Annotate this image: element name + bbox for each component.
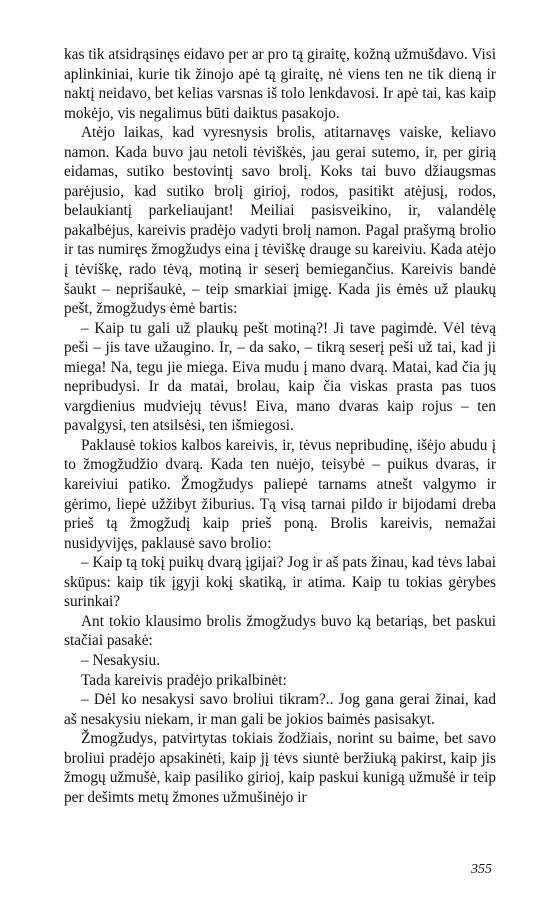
paragraph: Atėjo laikas, kad vyresnysis brolis, atitarnavęs vaiske, keliavo namon. Kada buvo jau netoli tėviškės, jau gerai sutemo, ir, per girią eidamas, sutiko bestovintį savo brolį. Koks tai buvo džiaugsmas parėjusio, kad sutiko brolį girioj, rodos, pasitikt atėjusį, rodos, belaukiantį parkeliaujant! Meiliai pasisveikino, ir, valandėlę pakalbėjus, kareivis pradėjo vadyti brolį namon. Pagal prašymą brolio ir tas numiręs žmogžudys eina į tėviškę drauge su kareiviu. Kada atėjo į tėviškę, rado tėvą, motiną ir seserį bemiegančius. Kareivis bandė šaukt – neprišaukė, – teip smarkiai įmigę. Kada jis ėmės už plaukų pešt, žmogžudys ėmė bartis: bbox=[64, 124, 496, 318]
page-number: 355 bbox=[471, 862, 492, 877]
paragraph: Žmogžudys, patvirtytas tokiais žodžiais, norint su baime, bet savo broliui pradėjo apsakinėti, kaip jį tėvs siuntė beržiuką pakirst, kaip jis žmogų užmušė, kaip pasiliko girioj, kaip paskui kunigą užmušė ir teip per dešimts metų žmones užmušinėjo ir bbox=[64, 730, 496, 806]
paragraph: – Kaip tą tokį puikų dvarą įgijai? Jog ir aš pats žinau, kad tėvs labai sküpus: kaip tik įgyji kokį skatiką, ir atima. Kaip tu tokias gėrybes surinkai? bbox=[64, 554, 496, 611]
paragraph: – Nesakysiu. bbox=[81, 651, 161, 669]
paragraph: Tada kareivis pradėjo prikalbinėt: bbox=[81, 671, 287, 689]
body-text bbox=[64, 45, 496, 807]
paragraph: kas tik atsidrąsinęs eidavo per ar pro tą giraitę, kožną užmušdavo. Visi aplinkiniai, kurie tik žinojo apė tą giraitę, nė viens ten ne tik dieną ir naktį neidavo, bet kelias varsnas iš tolo lenkdavosi. Ir apė tai, kas kaip mokėjo, vis negalimus būti daiktus pasakojo. bbox=[64, 46, 496, 122]
paragraph: – Dėl ko nesakysi savo broliui tikram?.. Jog gana gerai žinai, kad aš nesakysiu niekam, ir man gali be jokios baimės pasisakyt. bbox=[64, 691, 496, 728]
paragraph: – Kaip tu gali už plaukų pešt motiną?! Ji tave pagimdė. Vėl tėvą peši – jis tave užaugino. Ir, – da sako, – tikrą seserį peši už tai, kad ji miega! Na, tegu jie miega. Eiva mudu į mano dvarą. Matai, kad čia jų nepribudysi. Ir da matai, brolau, kaip čia viskas prasta pas tuos vargdienius mudviejų tėvus! Eiva, mano dvaras kaip rojus – ten pavalgysi, ten atsilsėsi, ten išmiegosi. bbox=[64, 319, 496, 435]
paragraph: Ant tokio klausimo brolis žmogžudys buvo ką betariąs, bet paskui stačiai pasakė: bbox=[64, 612, 496, 650]
paragraph: Paklausė tokios kalbos kareivis, ir, tėvus nepribudinę, išėjo abudu į to žmogžudžio dvarą. Kada ten nuėjo, teisybė – puikus dvaras, ir kareiviui patiko. Žmogžudys paliepė tarnams atnešt valgymo ir gėrimo, liepė užžibyt žiburius. Tą visą tarnai pildo ir bijodami dreba prieš tą žmogžudį kaip prieš poną. Brolis kareivis, nemažai nusidyvijęs, paklausė savo brolio: bbox=[64, 436, 496, 552]
